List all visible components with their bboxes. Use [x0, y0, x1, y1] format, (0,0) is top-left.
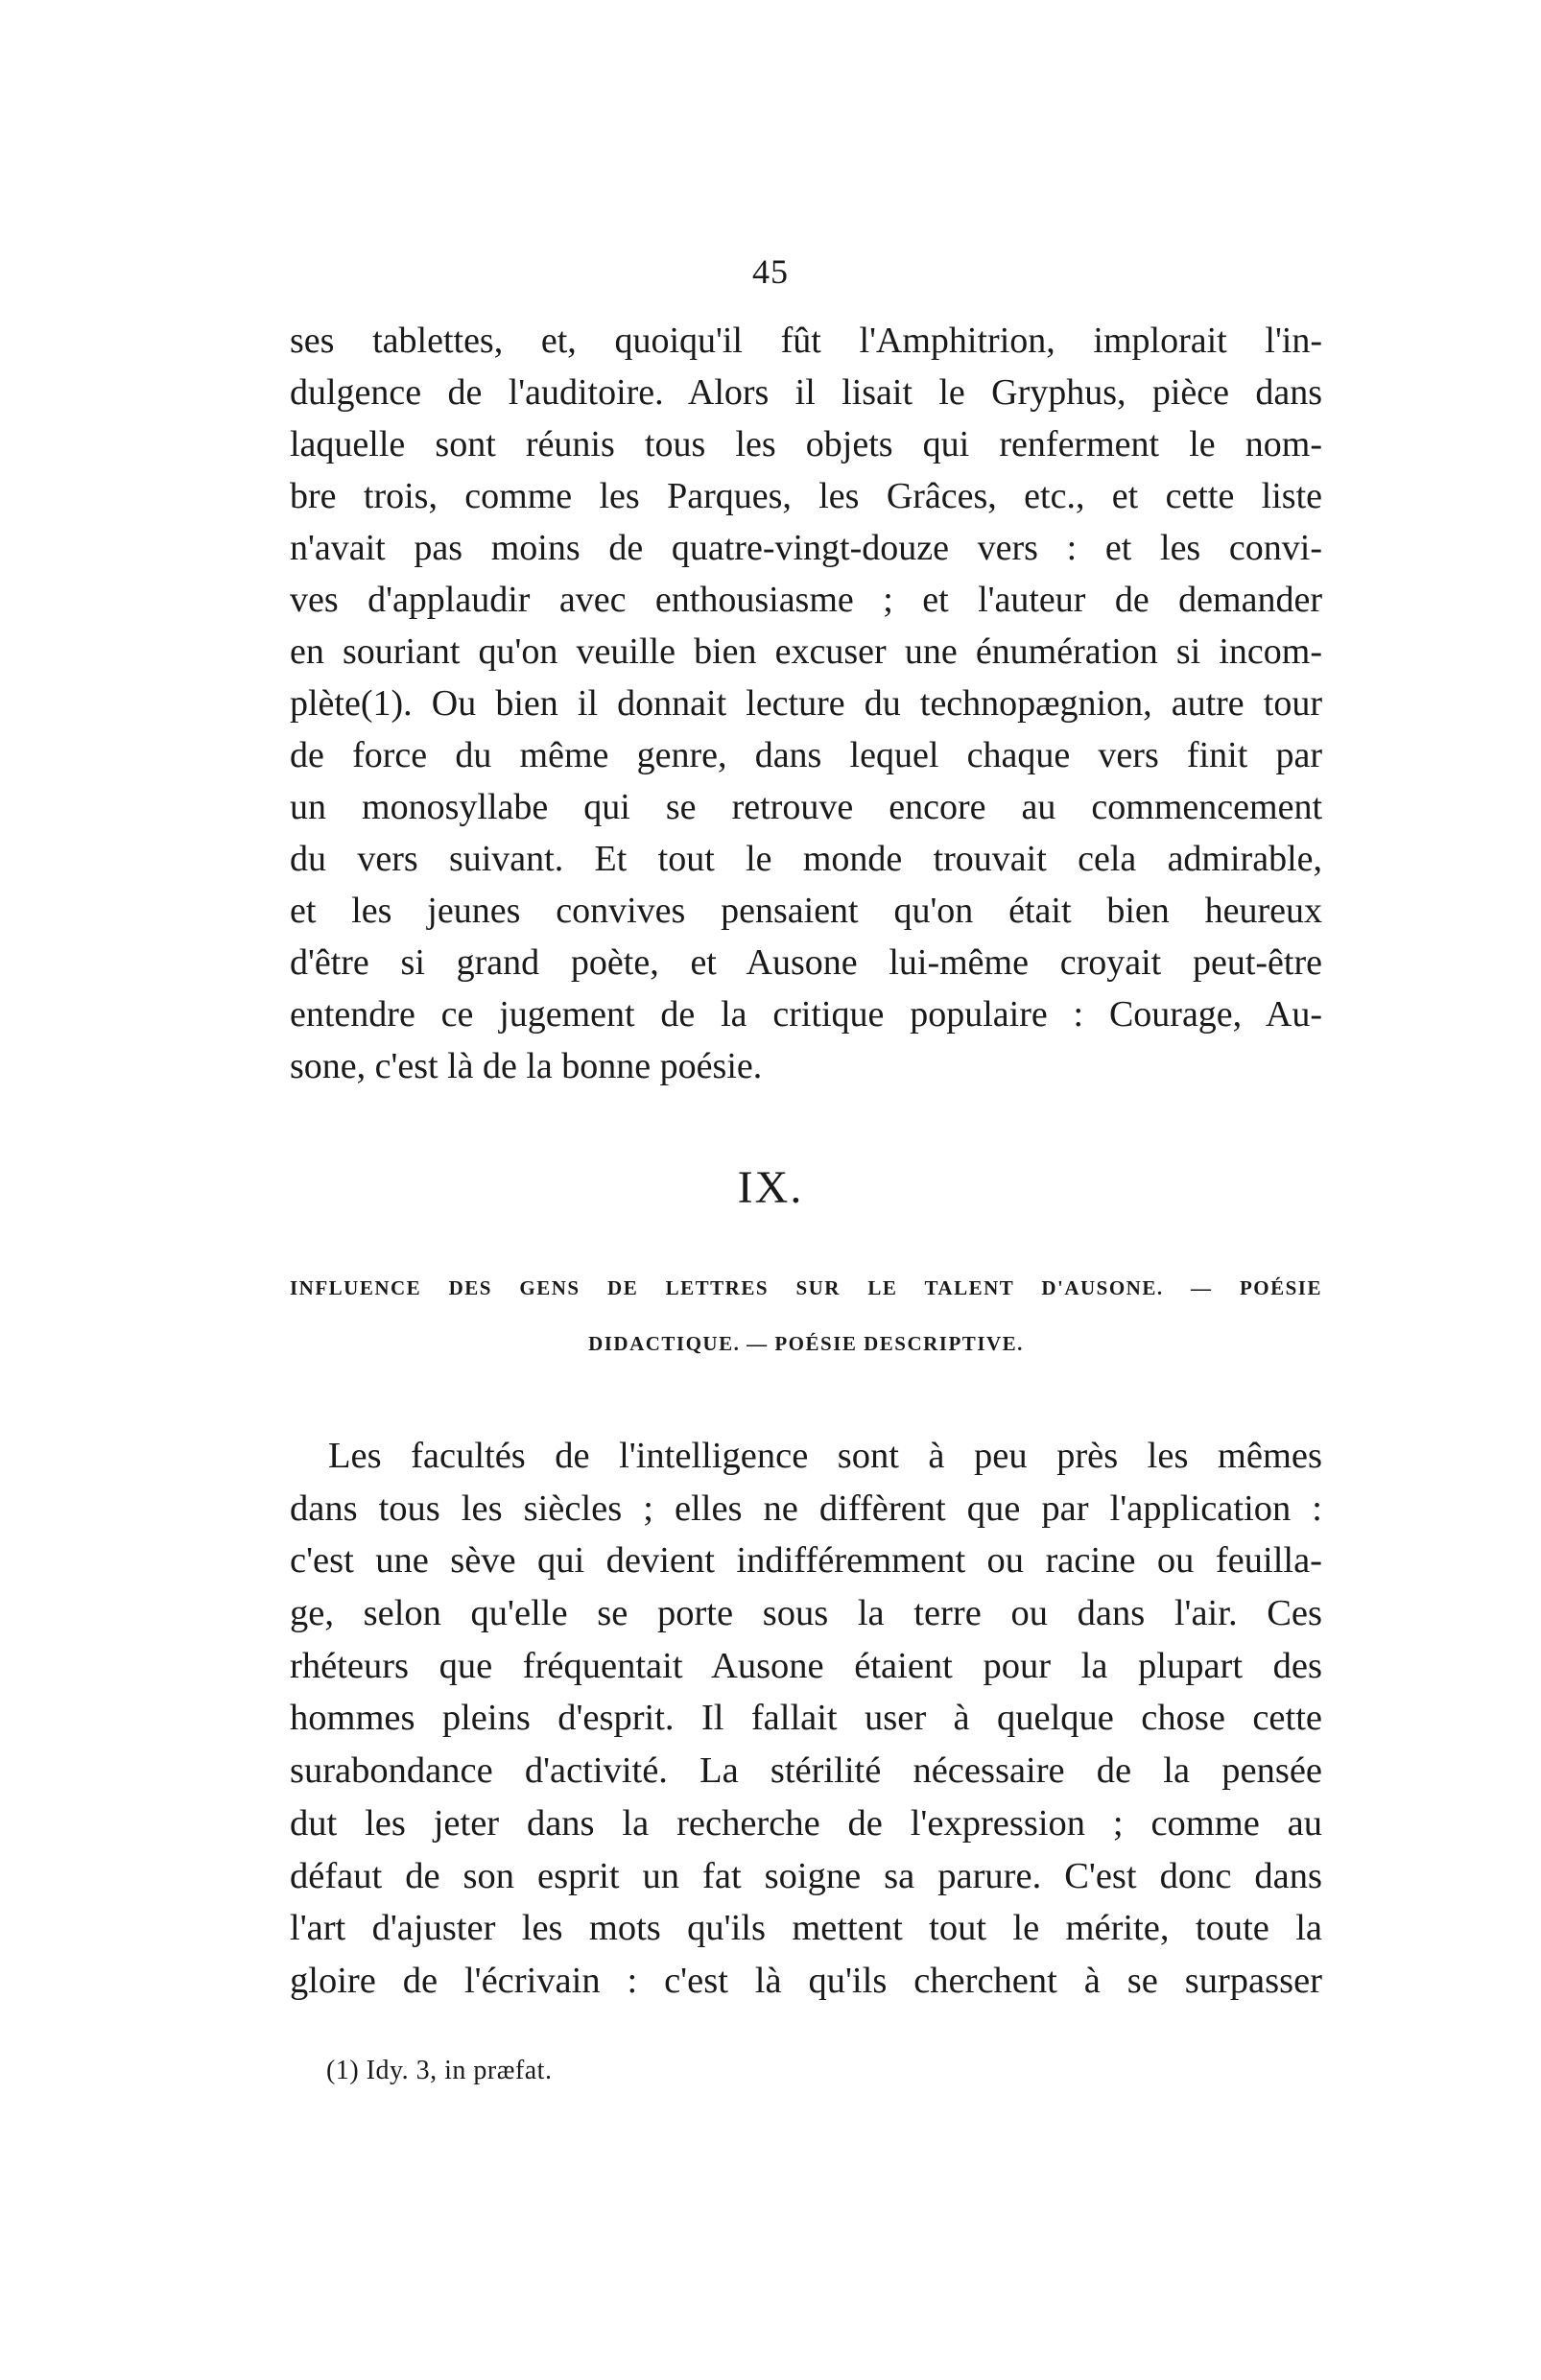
- page-number: 45: [752, 252, 789, 291]
- text-line: de force du même genre, dans lequel chaque vers finit par: [290, 735, 1322, 775]
- text-line: du vers suivant. Et tout le monde trouvait cela admirable,: [290, 839, 1322, 879]
- text-line: c'est une sève qui devient indifféremment ou racine ou feuilla-: [290, 1540, 1322, 1582]
- text-line: ses tablettes, et, quoiqu'il fût l'Amphitrion, implorait l'in-: [290, 321, 1322, 361]
- section-title-line: DIDACTIQUE. — POÉSIE DESCRIPTIVE.: [588, 1332, 1024, 1355]
- text-line: rhéteurs que fréquentait Ausone étaient pour la plupart des: [290, 1645, 1322, 1686]
- text-line: gloire de l'écrivain : c'est là qu'ils cherchent à se surpasser: [290, 1960, 1322, 2001]
- text-line: laquelle sont réunis tous les objets qui renferment le nom-: [290, 424, 1322, 464]
- text-line: ge, selon qu'elle se porte sous la terre ou dans l'air. Ces: [290, 1593, 1322, 1634]
- footnote: (1) Idy. 3, in præfat.: [326, 2056, 553, 2085]
- text-line: défaut de son esprit un fat soigne sa parure. C'est donc dans: [290, 1855, 1322, 1896]
- text-line: sone, c'est là de la bonne poésie.: [290, 1046, 763, 1086]
- section-number: IX.: [737, 1162, 804, 1213]
- text-line: un monosyllabe qui se retrouve encore au commencement: [290, 787, 1322, 827]
- text-line: dut les jeter dans la recherche de l'expression ; comme au: [290, 1802, 1322, 1844]
- text-line: ves d'applaudir avec enthousiasme ; et l'auteur de demander: [290, 580, 1322, 620]
- text-line: hommes pleins d'esprit. Il fallait user à quelque chose cette: [290, 1698, 1322, 1739]
- text-line: entendre ce jugement de la critique populaire : Courage, Au-: [290, 994, 1322, 1035]
- paragraph: [290, 1430, 1322, 2008]
- text-line: dans tous les siècles ; elles ne diffèrent que par l'application :: [290, 1488, 1322, 1529]
- section-title-line: INFLUENCE DES GENS DE LETTRES SUR LE TALENT D'AUSONE. — POÉSIE: [290, 1276, 1322, 1299]
- paragraph-continued: [290, 315, 1322, 1092]
- text-line: en souriant qu'on veuille bien excuser une énumération si incom-: [290, 631, 1322, 672]
- text-line: n'avait pas moins de quatre-vingt-douze vers : et les convi-: [290, 528, 1322, 568]
- text-line: et les jeunes convives pensaient qu'on était bien heureux: [290, 891, 1322, 931]
- text-line: surabondance d'activité. La stérilité nécessaire de la pensée: [290, 1750, 1322, 1792]
- text-line: Les facultés de l'intelligence sont à peu près les mêmes: [328, 1436, 1322, 1476]
- text-line: plète(1). Ou bien il donnait lecture du technopægnion, autre tour: [290, 683, 1322, 724]
- text-line: bre trois, comme les Parques, les Grâces, etc., et cette liste: [290, 476, 1322, 516]
- text-line: l'art d'ajuster les mots qu'ils mettent tout le mérite, toute la: [290, 1908, 1322, 1949]
- text-line: d'être si grand poète, et Ausone lui-même croyait peut-être: [290, 942, 1322, 983]
- text-line: dulgence de l'auditoire. Alors il lisait le Gryphus, pièce dans: [290, 372, 1322, 413]
